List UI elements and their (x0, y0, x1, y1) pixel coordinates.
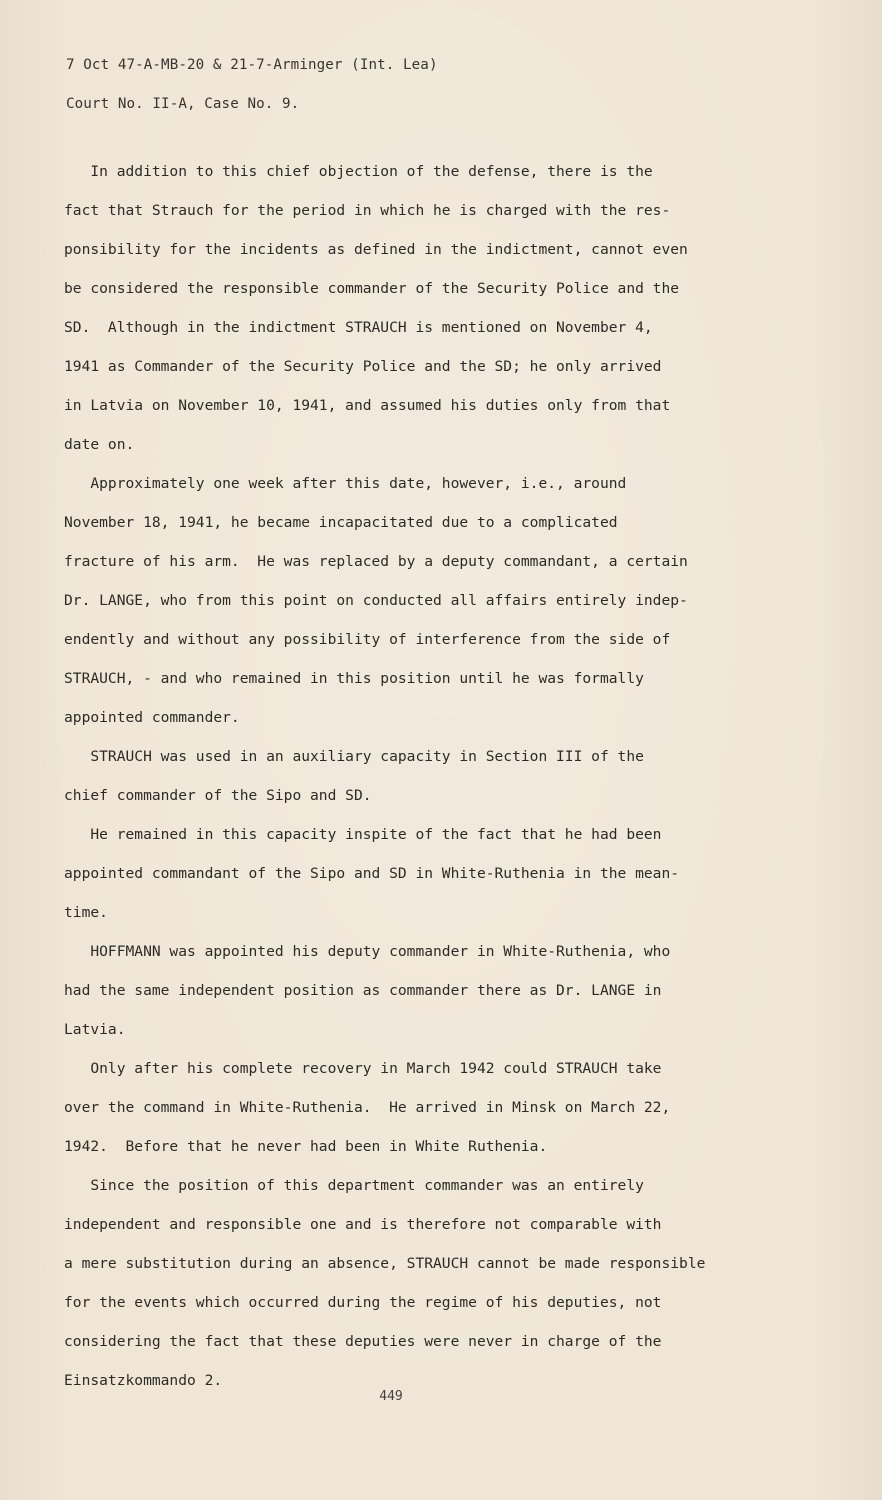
page-number: 449 (379, 1389, 403, 1404)
body-line: November 18, 1941, he became incapacitated due to a complicated (64, 514, 618, 531)
body-line: date on. (64, 436, 135, 453)
body-line: Einsatzkommando 2. (64, 1372, 223, 1389)
body-line: over the command in White-Ruthenia. He arrived in Minsk on March 22, (64, 1099, 671, 1116)
body-line: 1942. Before that he never had been in White Ruthenia. (64, 1138, 548, 1155)
header-line-1: 7 Oct 47-A-MB-20 & 21-7-Arminger (Int. Lea) (66, 57, 438, 73)
body-line: time. (64, 904, 108, 921)
body-line: STRAUCH was used in an auxiliary capacity in Section III of the (64, 748, 644, 765)
body-line: for the events which occurred during the regime of his deputies, not (64, 1294, 662, 1311)
header-line-2: Court No. II-A, Case No. 9. (66, 96, 300, 112)
body-line: be considered the responsible commander of the Security Police and the (64, 280, 680, 297)
body-line: appointed commander. (64, 709, 240, 726)
document-header (66, 56, 438, 134)
body-line: had the same independent position as commander there as Dr. LANGE in (64, 982, 662, 999)
body-line: Only after his complete recovery in March 1942 could STRAUCH take (64, 1060, 662, 1077)
body-line: fact that Strauch for the period in which he is charged with the res- (64, 202, 671, 219)
document-body (64, 152, 784, 1400)
body-line: ponsibility for the incidents as defined in the indictment, cannot even (64, 241, 688, 258)
body-line: appointed commandant of the Sipo and SD in White-Ruthenia in the mean- (64, 865, 680, 882)
body-line: endently and without any possibility of interference from the side of (64, 631, 671, 648)
body-line: Since the position of this department commander was an entirely (64, 1177, 644, 1194)
body-line: In addition to this chief objection of the defense, there is the (64, 163, 653, 180)
body-line: a mere substitution during an absence, STRAUCH cannot be made responsible (64, 1255, 706, 1272)
body-line: independent and responsible one and is therefore not comparable with (64, 1216, 662, 1233)
body-line: fracture of his arm. He was replaced by a deputy commandant, a certain (64, 553, 688, 570)
body-line: SD. Although in the indictment STRAUCH is mentioned on November 4, (64, 319, 653, 336)
body-line: HOFFMANN was appointed his deputy commander in White-Ruthenia, who (64, 943, 671, 960)
body-line: in Latvia on November 10, 1941, and assumed his duties only from that (64, 397, 671, 414)
body-line: chief commander of the Sipo and SD. (64, 787, 372, 804)
body-line: STRAUCH, - and who remained in this position until he was formally (64, 670, 644, 687)
body-line: considering the fact that these deputies were never in charge of the (64, 1333, 662, 1350)
body-line: Dr. LANGE, who from this point on conducted all affairs entirely indep- (64, 592, 688, 609)
body-line: Approximately one week after this date, however, i.e., around (64, 475, 627, 492)
body-line: He remained in this capacity inspite of the fact that he had been (64, 826, 662, 843)
body-line: 1941 as Commander of the Security Police and the SD; he only arrived (64, 358, 662, 375)
body-line: Latvia. (64, 1021, 126, 1038)
